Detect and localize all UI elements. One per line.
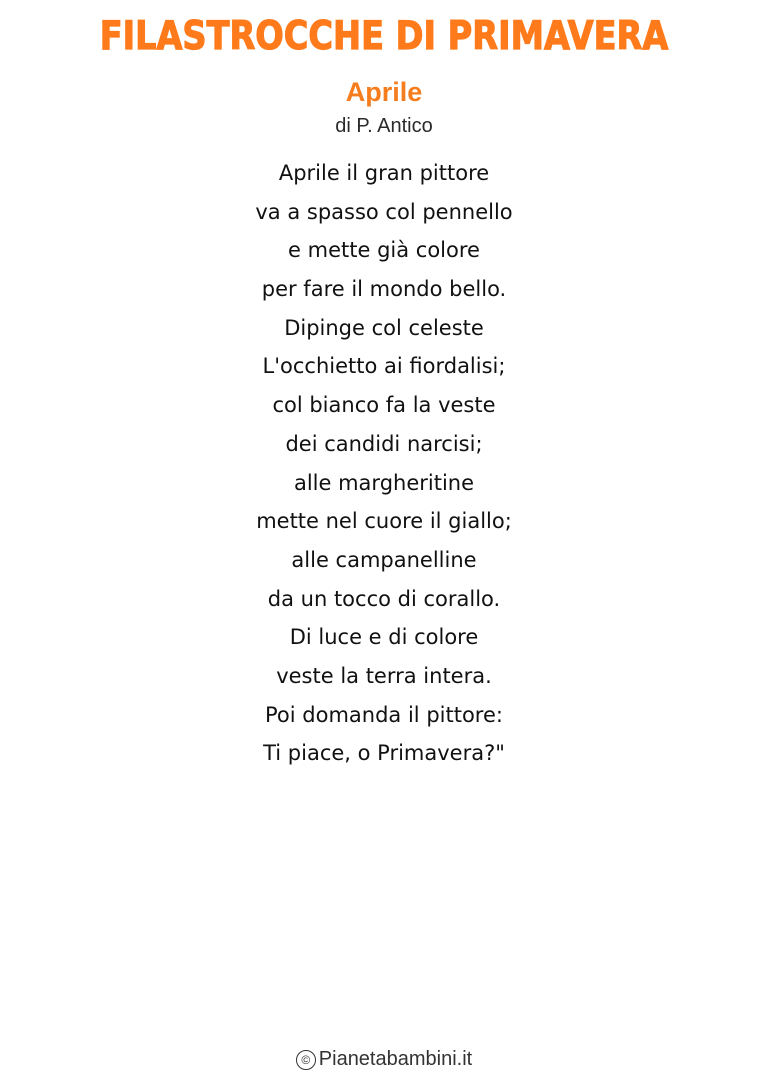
poem-line: L'occhietto ai fiordalisi; [262, 354, 506, 379]
poem-line: Aprile il gran pittore [278, 161, 490, 185]
footer-site: Pianetabambini.it [318, 1048, 473, 1070]
poem-line: alle campanelline [291, 547, 477, 572]
poem-line: per fare il mondo bello. [261, 277, 507, 302]
poem-author: di P. Antico [335, 115, 433, 137]
poem-body [0, 154, 768, 773]
poem-line: da un tocco di corallo. [267, 586, 501, 611]
poem-line: mette nel cuore il giallo; [256, 509, 512, 534]
footer-credit [0, 1046, 768, 1072]
copyright-icon: © [296, 1050, 316, 1070]
poem-line: col bianco fa la veste [272, 393, 496, 418]
poem-line: Poi domanda il pittore: [265, 702, 503, 727]
poem-line: Dipinge col celeste [284, 315, 484, 340]
poem-line: dei candidi narcisi; [285, 431, 483, 456]
poem-line: alle margheritine [293, 470, 475, 495]
poem-line: Di luce e di colore [289, 625, 479, 650]
poem-line: Ti piace, o Primavera?" [263, 741, 505, 766]
poem-line: veste la terra intera. [276, 663, 492, 688]
poem-line: va a spasso col pennello [255, 199, 513, 224]
page-title: FILASTROCCHE DI PRIMAVERA [99, 14, 669, 59]
poem-line: e mette già colore [288, 238, 480, 263]
poem-title: Aprile [345, 77, 423, 107]
